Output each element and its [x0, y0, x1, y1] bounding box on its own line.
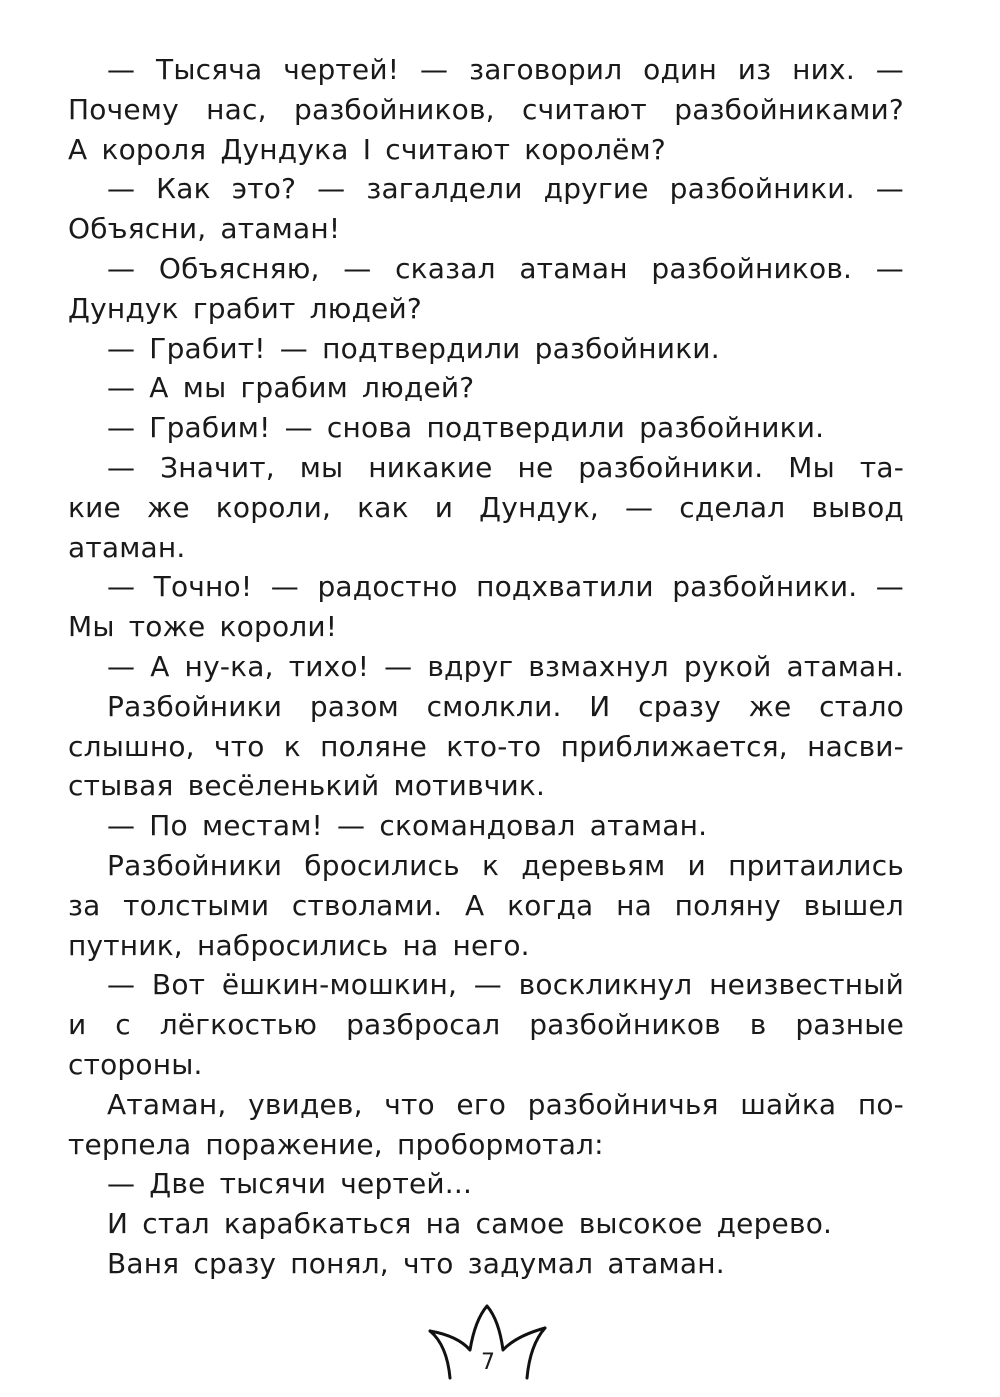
text-line: Дундук грабит людей? — [68, 291, 422, 325]
text-line: А короля Дундука I считают королём? — [68, 132, 666, 166]
text-line: Почему нас, разбойников, считают разбойниками? — [68, 92, 904, 126]
text-line: — А мы грабим людей? — [107, 371, 475, 405]
text-line: — Объясняю, — сказал атаман разбойников. — — [107, 251, 904, 285]
text-line: терпела поражение, пробормотал: — [68, 1127, 604, 1161]
text-line: — Грабит! — подтвердили разбойники. — [107, 331, 720, 365]
text-line: слышно, что к поляне кто-то приближается, насви- — [68, 729, 904, 763]
text-line: стывая весёленький мотивчик. — [68, 769, 546, 803]
text-line: за толстыми стволами. А когда на поляну вышел — [68, 888, 904, 922]
text-line: кие же короли, как и Дундук, — сделал вывод — [68, 490, 904, 524]
text-line: — По местам! — скомандовал атаман. — [107, 809, 708, 843]
text-line: — Грабим! — снова подтвердили разбойники. — [107, 411, 825, 445]
text-line: и с лёгкостью разбросал разбойников в разные — [68, 1008, 904, 1042]
text-line: — Две тысячи чертей... — [107, 1167, 473, 1201]
text-line: атаман. — [68, 530, 186, 564]
text-line: Мы тоже короли! — [68, 610, 338, 644]
text-line: — А ну-ка, тихо! — вдруг взмахнул рукой атаман. — [107, 649, 904, 683]
text-line: Объясни, атаман! — [68, 212, 341, 246]
page-number: 7 — [481, 1350, 495, 1375]
text-line: — Тысяча чертей! — заговорил один из них. — — [107, 53, 904, 86]
text-line: — Точно! — радостно подхватили разбойники. — — [107, 570, 904, 604]
page-body-text — [68, 50, 904, 1284]
text-line: — Вот ёшкин-мошкин, — воскликнул неизвестный — [107, 968, 904, 1002]
text-line: И стал карабкаться на самое высокое дерево. — [107, 1207, 833, 1241]
text-line: — Значит, мы никакие не разбойники. Мы та- — [107, 450, 904, 484]
text-line: Разбойники разом смолкли. И сразу же стало — [107, 689, 904, 723]
text-line: стороны. — [68, 1047, 203, 1081]
text-line: Разбойники бросились к деревьям и притаились — [107, 848, 904, 882]
text-line: путник, набросились на него. — [68, 928, 530, 962]
text-line: Ваня сразу понял, что задумал атаман. — [107, 1246, 725, 1280]
text-line: Атаман, увидев, что его разбойничья шайка по- — [107, 1087, 904, 1121]
text-line: — Как это? — загалдели другие разбойники. — — [107, 172, 904, 206]
